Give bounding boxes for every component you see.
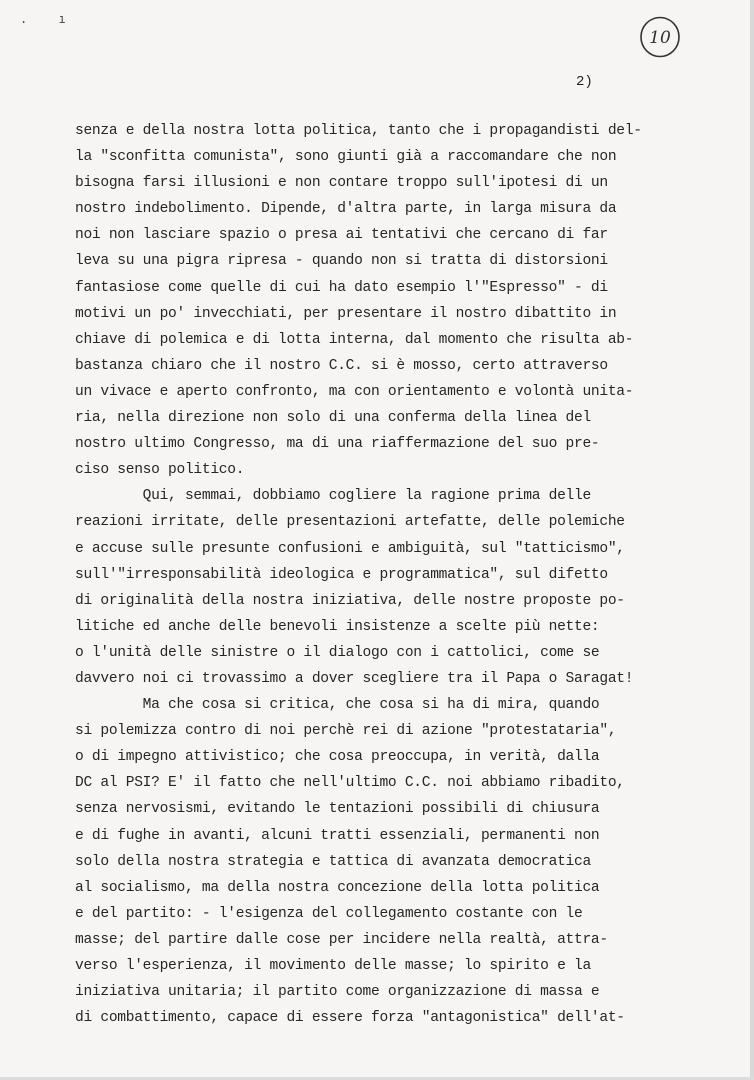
text-line: solo della nostra strategia e tattica di avanzata democratica [75,853,591,870]
text-line: o l'unità delle sinistre o il dialogo con i cattolici, come se [75,644,600,661]
text-line: nostro indebolimento. Dipende, d'altra parte, in larga misura da [75,201,617,218]
page-stamp-circle [638,15,682,59]
typewritten-text-body [75,118,675,1031]
text-line: DC al PSI? E' il fatto che nell'ultimo C.C. noi abbiamo ribadito, [75,775,625,792]
text-line: o di impegno attivistico; che cosa preoccupa, in verità, dalla [75,749,600,766]
text-line: bastanza chiaro che il nostro C.C. si è mosso, certo attraverso [75,357,608,374]
text-line: senza nervosismi, evitando le tentazioni possibili di chiusura [75,801,600,818]
text-line: reazioni irritate, delle presentazioni artefatte, delle polemiche [75,514,625,531]
text-line: noi non lasciare spazio o presa ai tentativi che cercano di far [75,227,608,244]
text-line: e accuse sulle presunte confusioni e ambiguità, sul "tatticismo", [75,540,625,557]
scan-edge-right [750,0,754,1080]
text-line: un vivace e aperto confronto, ma con orientamento e volontà unita- [75,383,634,400]
text-line: la "sconfitta comunista", sono giunti già a raccomandare che non [75,149,617,166]
text-line: di originalità della nostra iniziativa, delle nostre proposte po- [75,592,625,609]
text-line: di combattimento, capace di essere forza "antagonistica" dell'at- [75,1010,625,1027]
text-line: al socialismo, ma della nostra concezione della lotta politica [75,879,600,896]
stamp-number: 10 [649,28,671,48]
text-line: davvero noi ci trovassimo a dover scegliere tra il Papa o Saragat! [75,670,634,687]
page-number: 2) [576,74,593,90]
text-line: e del partito: - l'esigenza del collegamento costante con le [75,905,583,922]
text-line: Qui, semmai, dobbiamo cogliere la ragione prima delle [75,488,591,505]
text-line: masse; del partire dalle cose per incidere nella realtà, attra- [75,931,608,948]
text-line: e di fughe in avanti, alcuni tratti essenziali, permanenti non [75,827,600,844]
text-line: leva su una pigra ripresa - quando non si tratta di distorsioni [75,253,608,270]
circled-number-stamp-icon [638,15,682,59]
text-line: iniziativa unitaria; il partito come organizzazione di massa e [75,984,600,1001]
text-line: verso l'esperienza, il movimento delle masse; lo spirito e la [75,958,591,974]
text-line: si polemizza contro di noi perchè rei di azione "protestataria", [75,723,617,740]
text-line: bisogna farsi illusioni e non contare troppo sull'ipotesi di un [75,175,608,192]
text-line: sull'"irresponsabilità ideologica e programmatica", sul difetto [75,566,608,583]
text-line: litiche ed anche delle benevoli insistenze a scelte più nette: [75,618,600,635]
text-line: Ma che cosa si critica, che cosa si ha di mira, quando [75,697,600,714]
text-line: ria, nella direzione non solo di una conferma della linea del [75,410,591,427]
text-line: nostro ultimo Congresso, ma di una riaffermazione del suo pre- [75,436,600,453]
corner-scan-marks: . ı [20,12,78,26]
text-line: fantasiose come quelle di cui ha dato esempio l'"Espresso" - di [75,279,608,296]
text-line: senza e della nostra lotta politica, tanto che i propagandisti del- [75,123,642,139]
text-line: chiave di polemica e di lotta interna, dal momento che risulta ab- [75,331,634,348]
text-line: ciso senso politico. [75,462,245,479]
text-line: motivi un po' invecchiati, per presentare il nostro dibattito in [75,305,617,322]
